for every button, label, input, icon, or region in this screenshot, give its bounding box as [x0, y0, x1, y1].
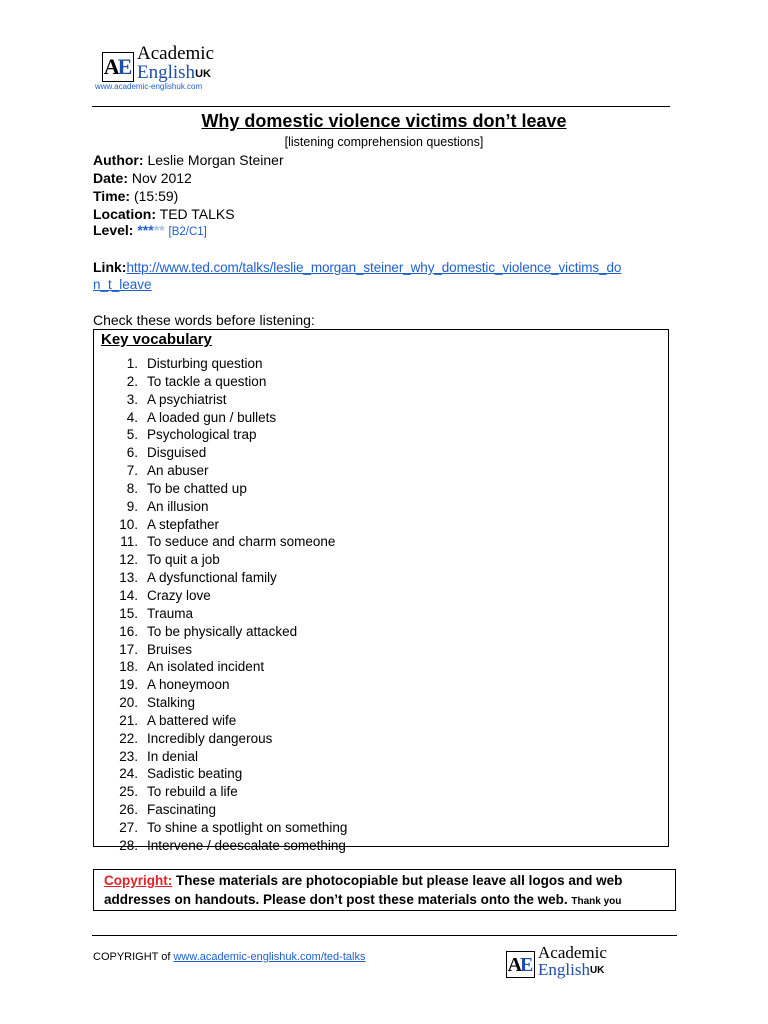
- vocabulary-item-term: Sadistic beating: [147, 766, 243, 782]
- vocabulary-item-number: 8.: [126, 480, 138, 496]
- vocabulary-item-number: 21.: [119, 712, 138, 728]
- vocabulary-item-term: To quit a job: [147, 552, 220, 568]
- footer-copyright: COPYRIGHT of www.academic-englishuk.com/ted-talks: [93, 951, 366, 963]
- copyright-text-2: addresses on handouts. Please don’t post these materials onto the web.: [104, 892, 568, 907]
- vocabulary-item-term: Bruises: [147, 641, 193, 657]
- meta-level: Level: ***** [B2/C1]: [93, 222, 207, 238]
- page-subtitle: [listening comprehension questions]: [284, 135, 484, 149]
- meta-author: Author: Leslie Morgan Steiner: [93, 152, 284, 168]
- vocabulary-item-term: A dysfunctional family: [147, 570, 277, 586]
- vocabulary-item-term: An abuser: [147, 463, 209, 479]
- header-rule: [92, 106, 670, 107]
- vocabulary-item-term: An illusion: [147, 498, 209, 514]
- vocabulary-item-term: Crazy love: [147, 587, 211, 603]
- vocabulary-item-number: 26.: [119, 802, 138, 818]
- copyright-thanks: Thank you: [571, 896, 622, 907]
- vocabulary-item-number: 22.: [119, 730, 138, 746]
- vocabulary-item-number: 5.: [126, 427, 138, 443]
- vocabulary-item-term: Trauma: [147, 605, 194, 621]
- copyright-notice: [93, 869, 676, 911]
- vocabulary-item-number: 10.: [119, 516, 138, 532]
- vocabulary-item-number: 16.: [119, 623, 138, 639]
- meta-location: Location: TED TALKS: [93, 206, 235, 222]
- vocabulary-item-number: 27.: [119, 819, 138, 835]
- vocabulary-item-term: To seduce and charm someone: [147, 534, 336, 550]
- vocabulary-item-term: To rebuild a life: [147, 784, 238, 800]
- vocabulary-item-term: A honeymoon: [147, 677, 230, 693]
- vocabulary-item-term: Stalking: [147, 695, 196, 711]
- vocabulary-title: Key vocabulary: [101, 331, 212, 348]
- vocabulary-item-term: An isolated incident: [147, 659, 265, 675]
- meta-time: Time: (15:59): [93, 188, 179, 204]
- vocabulary-item-number: 24.: [119, 766, 138, 782]
- vocabulary-item-term: Incredibly dangerous: [147, 730, 273, 746]
- vocabulary-item-number: 12.: [119, 552, 138, 568]
- ted-talk-link-cont[interactable]: n_t_leave: [93, 277, 152, 292]
- logo-uk: UK: [195, 68, 211, 80]
- vocabulary-item-number: 6.: [126, 445, 138, 461]
- level-code: [B2/C1]: [168, 226, 207, 238]
- key-vocabulary-box: [93, 329, 669, 853]
- header-logo: [102, 44, 214, 82]
- vocabulary-item-term: A psychiatrist: [147, 391, 227, 407]
- vocabulary-item-number: 15.: [119, 605, 138, 621]
- copyright-label: Copyright:: [104, 873, 173, 888]
- page-title: Why domestic violence victims don’t leave: [201, 111, 567, 131]
- header-website[interactable]: www.academic-englishuk.com: [95, 82, 203, 91]
- vocabulary-item-number: 1.: [126, 356, 138, 371]
- vocabulary-item-number: 18.: [119, 659, 138, 675]
- meta-date: Date: Nov 2012: [93, 170, 192, 186]
- vocabulary-item-number: 3.: [126, 391, 138, 407]
- logo-academic: Academic: [137, 43, 215, 64]
- vocabulary-item-term: Psychological trap: [147, 427, 257, 443]
- vocabulary-item-term: Disturbing question: [147, 356, 263, 371]
- vocabulary-item-term: To be chatted up: [147, 480, 247, 496]
- vocabulary-item-number: 23.: [119, 748, 138, 764]
- vocabulary-item-term: Disguised: [147, 445, 207, 461]
- vocabulary-item-number: 7.: [126, 463, 138, 479]
- vocabulary-item-number: 11.: [120, 534, 138, 550]
- copyright-text: These materials are photocopiable but please leave all logos and web: [172, 873, 623, 888]
- vocabulary-item-number: 25.: [119, 784, 138, 800]
- vocabulary-item-number: 14.: [119, 587, 138, 603]
- vocabulary-item-term: A stepfather: [147, 516, 220, 532]
- footer-logo-ae-mark: A E: [506, 951, 535, 978]
- vocabulary-item-term: To be physically attacked: [147, 623, 298, 639]
- meta-link-cont: [93, 275, 152, 294]
- vocabulary-item-term: A battered wife: [147, 712, 237, 728]
- vocabulary-item-number: 13.: [119, 570, 138, 586]
- vocabulary-item-number: 17.: [119, 641, 138, 657]
- footer-rule: [92, 935, 677, 936]
- logo-wordmark: [137, 44, 214, 82]
- footer-logo-wordmark: Academic English UK: [538, 943, 607, 979]
- vocabulary-item-term: In denial: [147, 748, 199, 764]
- ted-talk-link[interactable]: http://www.ted.com/talks/leslie_morgan_steiner_why_domestic_violence_victims_do: [126, 260, 622, 275]
- level-stars-filled: ***: [137, 222, 154, 238]
- logo-english: English: [137, 62, 196, 83]
- vocabulary-item-number: 2.: [126, 373, 138, 389]
- vocabulary-item-term: Intervene / deescalate something: [147, 837, 346, 853]
- meta-link: Link:http://www.ted.com/talks/leslie_morgan_steiner_why_domestic_violence_victims_do: [93, 259, 622, 275]
- vocabulary-item-number: 19.: [119, 677, 138, 693]
- vocabulary-item-term: To tackle a question: [147, 373, 267, 389]
- logo-ae-mark: A E: [102, 52, 134, 82]
- check-words-text: Check these words before listening:: [93, 312, 315, 328]
- vocabulary-item-number: 28.: [119, 837, 138, 853]
- vocabulary-item-number: 20.: [119, 695, 138, 711]
- vocabulary-item-term: Fascinating: [147, 802, 217, 818]
- vocabulary-item-term: To shine a spotlight on something: [147, 819, 348, 835]
- level-stars-empty: **: [153, 222, 165, 238]
- footer-link[interactable]: www.academic-englishuk.com/ted-talks: [173, 951, 366, 963]
- vocabulary-item-term: A loaded gun / bullets: [147, 409, 277, 425]
- vocabulary-item-number: 9.: [126, 498, 138, 514]
- vocabulary-item-number: 4.: [126, 409, 138, 425]
- footer-logo: [506, 944, 607, 978]
